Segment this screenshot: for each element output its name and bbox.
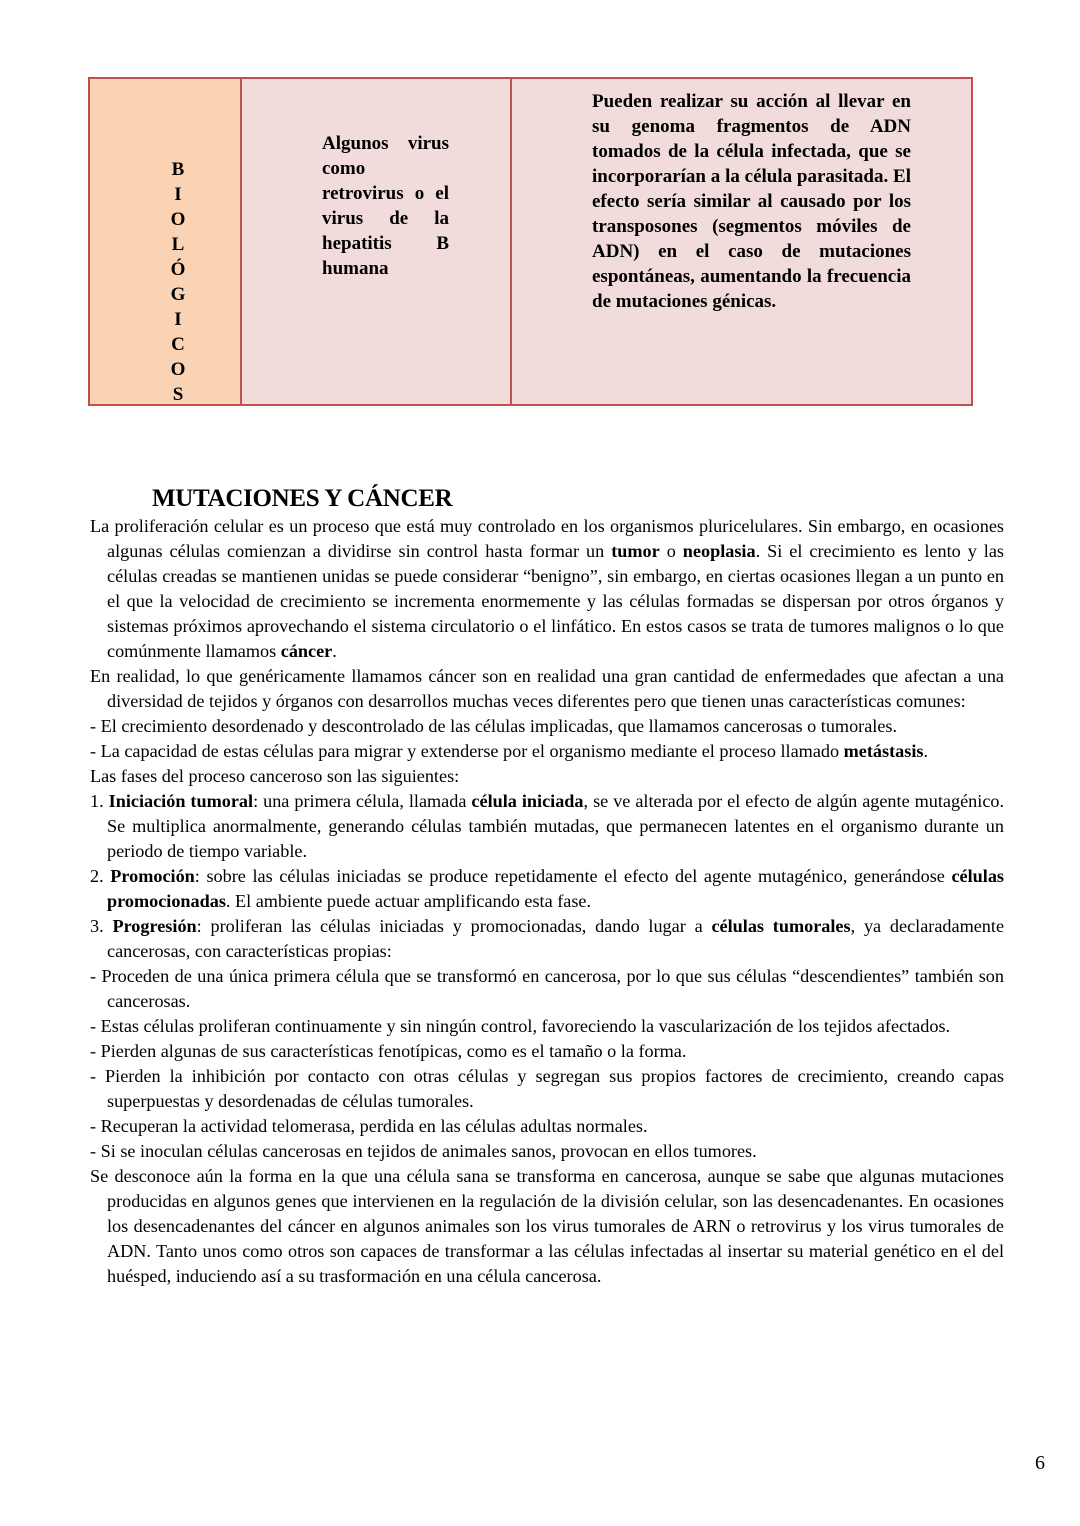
phase-number: 2.: [90, 866, 111, 886]
phase-number: 1.: [90, 791, 109, 811]
text: : una primera célula, llamada: [253, 791, 472, 811]
agent-text: Algunos virus como retrovirus o el virus de la hepatitis B humana: [322, 133, 449, 279]
phase-item-1: [90, 789, 1004, 864]
term-cancer: cáncer: [280, 641, 333, 661]
list-item: - Pierden algunas de sus características fenotípicas, como es el tamaño o la forma.: [90, 1041, 687, 1061]
category-label: [88, 77, 266, 406]
list-item: - Estas células proliferan continuamente y sin ningún control, favoreciendo la vascularización de los tejidos afectados.: [90, 1016, 951, 1036]
term: células tumorales: [711, 916, 851, 936]
text: .: [923, 741, 928, 761]
text: .: [332, 641, 337, 661]
paragraph-phases: Las fases del proceso canceroso son las siguientes:: [90, 766, 460, 786]
term-neoplasia: neoplasia: [682, 541, 756, 561]
category-letters: [166, 157, 190, 407]
letter: O: [170, 209, 186, 230]
letter: G: [170, 284, 186, 305]
body-text: [90, 514, 1004, 1289]
phase-title: Iniciación tumoral: [108, 791, 254, 811]
list-item: - Si se inoculan células cancerosas en tejidos de animales sanos, provocan en ellos tumores.: [90, 1141, 757, 1161]
paragraph-characteristics: En realidad, lo que genéricamente llamamos cáncer son en realidad una gran cantidad de enfermedades que afectan a una diversidad de tejidos y órganos con desarrollos muchas veces diferentes pero que tienen unas características comunes:: [90, 666, 1004, 711]
letter: S: [172, 384, 184, 405]
section-title: MUTACIONES Y CÁNCER: [152, 485, 453, 512]
letter: L: [171, 234, 185, 255]
text: . Si el crecimiento es lento y las células creadas se mantienen unidas se puede considerar “benigno”, sin embargo, en ciertas ocasiones llegan a un punto en el que la velocidad de crecimiento se incrementa enormemente y las células formadas se dispersan por otros órganos y sistemas próximos aprovechando el sistema circulatorio o el linfático. En estos casos se trata de tumores malignos o lo que comúnmente llamamos: [107, 541, 1004, 661]
text: La proliferación celular es un proceso que está muy controlado en los organismos pluricelulares. Sin embargo, en ocasiones algunas células comienzan a dividirse sin control hasta formar un: [90, 516, 1004, 561]
term: células promocionadas: [107, 866, 1005, 911]
page-number: 6: [1035, 1452, 1045, 1474]
term: célula iniciada: [471, 791, 584, 811]
text: : sobre las células iniciadas se produce repetidamente el efecto del agente mutagénico, generándose: [194, 866, 952, 886]
text: : proliferan las células iniciadas y promocionadas, dando lugar a: [196, 916, 712, 936]
letter: I: [174, 309, 182, 330]
paragraph-intro: [90, 514, 1004, 664]
list-item: - El crecimiento desordenado y descontrolado de las células implicadas, que llamamos cancerosas o tumorales.: [90, 716, 898, 736]
list-item: - Recuperan la actividad telomerasa, perdida en las células adultas normales.: [90, 1116, 648, 1136]
letter: O: [170, 359, 186, 380]
text: o: [659, 541, 683, 561]
text: , ya declaradamente cancerosas, con características propias:: [107, 916, 1005, 961]
text: , se ve alterada por el efecto de algún agente mutagénico. Se multiplica anormalmente, generando células también mutadas, que permanecen latentes en el organismo durante un periodo de tiempo variable.: [107, 791, 1005, 861]
list-item: [90, 739, 1004, 764]
letter: Ó: [170, 259, 186, 280]
letter: I: [174, 184, 182, 205]
letter: B: [171, 159, 185, 180]
phase-item-2: [90, 864, 1004, 914]
list-item: - Proceden de una única primera célula que se transformó en cancerosa, por lo que sus células “descendientes” también son cancerosas.: [90, 966, 1004, 1011]
phase-number: 3.: [90, 916, 113, 936]
description-text: Pueden realizar su acción al llevar en su genoma fragmentos de ADN tomados de la célula infectada, que se incorporarían a la célula parasitada. El efecto sería similar al causado por los transposones (segmentos móviles de ADN) en el caso de mutaciones espontáneas, aumentando la frecuencia de mutaciones génicas.: [592, 91, 911, 312]
letter: C: [171, 334, 185, 355]
phase-title: Promoción: [110, 866, 195, 886]
text: . El ambiente puede actuar amplificando esta fase.: [225, 891, 592, 911]
list-item: - Pierden la inhibición por contacto con otras células y segregan sus propios factores de crecimiento, creando capas superpuestas y desordenadas de células tumorales.: [90, 1066, 1004, 1111]
phase-item-3: [90, 914, 1004, 964]
text: - La capacidad de estas células para migrar y extenderse por el organismo mediante el proceso llamado: [90, 741, 844, 761]
paragraph-closing: Se desconoce aún la forma en la que una célula sana se transforma en cancerosa, aunque se sabe que algunas mutaciones producidas en algunos genes que intervienen en la regulación de la división celular, son las desencadenantes. En ocasiones los desencadenantes del cáncer en algunos animales son los virus tumorales de ARN o retrovirus y los virus tumorales de ADN. Tanto unos como otros son capaces de transformar a las células infectadas al insertar su material genético en el del huésped, induciendo así a su trasformación en una célula cancerosa.: [90, 1166, 1004, 1286]
phase-title: Progresión: [112, 916, 197, 936]
term-tumor: tumor: [611, 541, 660, 561]
term-metastasis: metástasis: [843, 741, 924, 761]
